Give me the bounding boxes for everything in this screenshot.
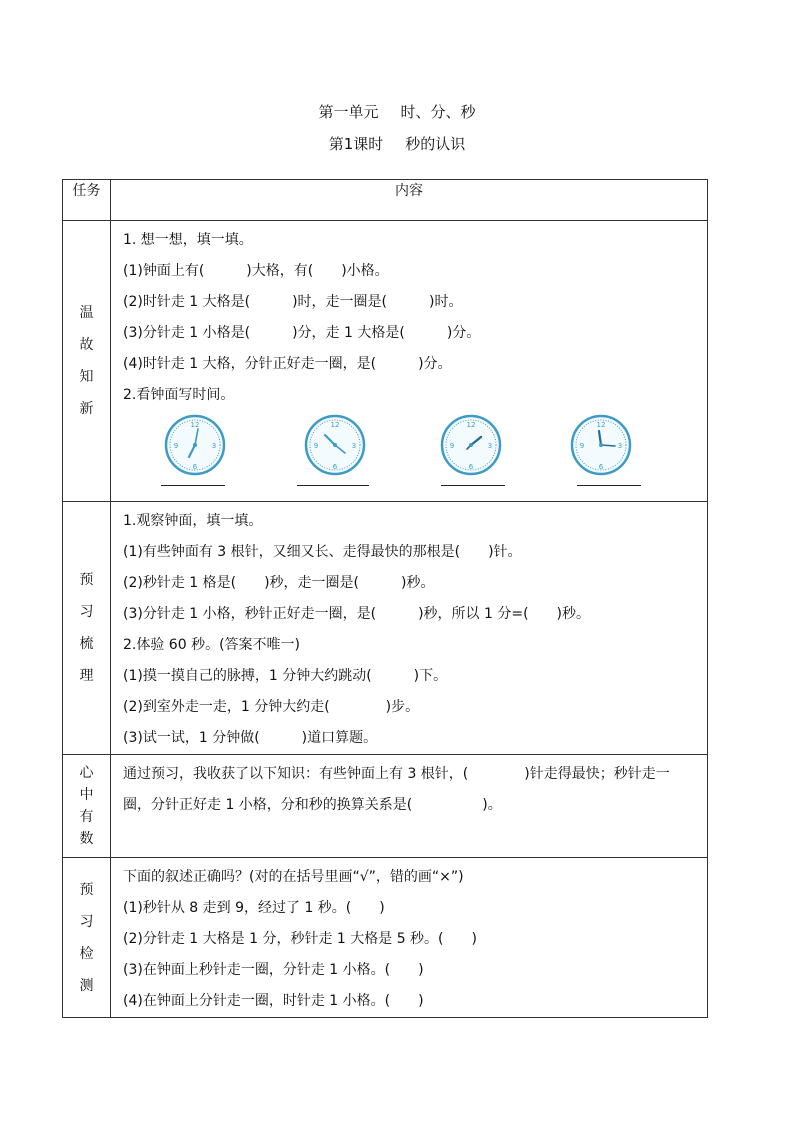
unit-label: 第一单元: [318, 103, 379, 121]
task-preview: 预 习 梳 理: [63, 502, 111, 755]
section-check: [63, 858, 708, 1018]
answer-blank[interactable]: [577, 485, 641, 486]
unit-topic: 时、分、秒: [400, 103, 476, 121]
answer-blank[interactable]: [161, 485, 225, 486]
svg-text:12: 12: [596, 421, 606, 429]
svg-text:6: 6: [332, 463, 338, 471]
svg-text:6: 6: [192, 463, 198, 471]
answer-blank[interactable]: [297, 485, 369, 486]
preview-line: 2.体验 60 秒。(答案不唯一): [123, 637, 300, 653]
svg-text:9: 9: [579, 442, 585, 450]
svg-text:12: 12: [190, 421, 200, 429]
check-line: (4)在钟面上分针走一圈，时针走 1 小格。( ): [123, 993, 424, 1009]
clock-face-icon: [163, 413, 227, 477]
lesson-label: 第1课时: [328, 135, 384, 153]
preview-line: 1.观察钟面，填一填。: [123, 513, 263, 529]
preview-line: (2)秒针走 1 格是( )秒，走一圈是( )秒。: [123, 575, 435, 591]
worksheet-table: [62, 179, 708, 1018]
table-header-row: [63, 180, 708, 221]
content-summary: [111, 755, 708, 858]
header-task: 任务: [63, 180, 111, 221]
svg-text:12: 12: [330, 421, 340, 429]
svg-text:3: 3: [487, 442, 493, 450]
svg-text:9: 9: [173, 442, 179, 450]
answer-blank[interactable]: [441, 485, 505, 486]
content-review: [111, 221, 708, 502]
svg-text:6: 6: [468, 463, 474, 471]
task-check: 预 习 检 测: [63, 858, 111, 1018]
clock-row: [123, 411, 707, 497]
review-line: (4)时针走 1 大格，分针正好走一圈，是( )分。: [123, 356, 452, 372]
summary-text: 通过预习，我收获了以下知识：有些钟面上有 3 根针，( )针走得最快；秒针走一 圈，分针正好走 1 小格，分和秒的换算关系是( )。: [123, 766, 670, 813]
clock-face-icon: [569, 413, 633, 477]
clock-face-icon: [439, 413, 503, 477]
section-preview: [63, 502, 708, 755]
lesson-topic: 秒的认识: [405, 135, 466, 153]
preview-line: (3)分针走 1 小格，秒针正好走一圈，是( )秒，所以 1 分=( )秒。: [123, 606, 591, 622]
task-review: 温 故 知 新: [63, 221, 111, 502]
preview-line: (3)试一试，1 分钟做( )道口算题。: [123, 730, 378, 746]
check-line: (1)秒针从 8 走到 9，经过了 1 秒。( ): [123, 900, 385, 916]
svg-text:9: 9: [313, 442, 319, 450]
unit-title: [0, 101, 794, 122]
content-preview: [111, 502, 708, 755]
header-content: 内容: [111, 180, 708, 221]
preview-line: (1)有些钟面有 3 根针，又细又长、走得最快的那根是( )针。: [123, 544, 522, 560]
svg-text:6: 6: [598, 463, 604, 471]
check-line: (3)在钟面上秒针走一圈，分针走 1 小格。( ): [123, 962, 424, 978]
clock-face-icon: [303, 413, 367, 477]
lesson-title: [0, 133, 794, 154]
preview-line: (2)到室外走一走，1 分钟大约走( )步。: [123, 699, 420, 715]
check-line: 下面的叙述正确吗？(对的在括号里画“√”，错的画“×”): [123, 869, 464, 885]
svg-text:3: 3: [211, 442, 217, 450]
task-summary: 心 中 有 数: [63, 755, 111, 858]
check-line: (2)分针走 1 大格是 1 分，秒针走 1 大格是 5 秒。( ): [123, 931, 477, 947]
svg-text:9: 9: [449, 442, 455, 450]
review-line: (2)时针走 1 大格是( )时，走一圈是( )时。: [123, 294, 463, 310]
review-line: (3)分针走 1 小格是( )分，走 1 大格是( )分。: [123, 325, 481, 341]
svg-text:3: 3: [351, 442, 357, 450]
preview-line: (1)摸一摸自己的脉搏，1 分钟大约跳动( )下。: [123, 668, 448, 684]
review-line: 1. 想一想，填一填。: [123, 232, 253, 248]
review-line: 2.看钟面写时间。: [123, 387, 235, 403]
svg-text:12: 12: [466, 421, 476, 429]
review-line: (1)钟面上有( )大格，有( )小格。: [123, 263, 389, 279]
section-summary: [63, 755, 708, 858]
content-check: [111, 858, 708, 1018]
svg-text:3: 3: [617, 442, 623, 450]
section-review: [63, 221, 708, 502]
